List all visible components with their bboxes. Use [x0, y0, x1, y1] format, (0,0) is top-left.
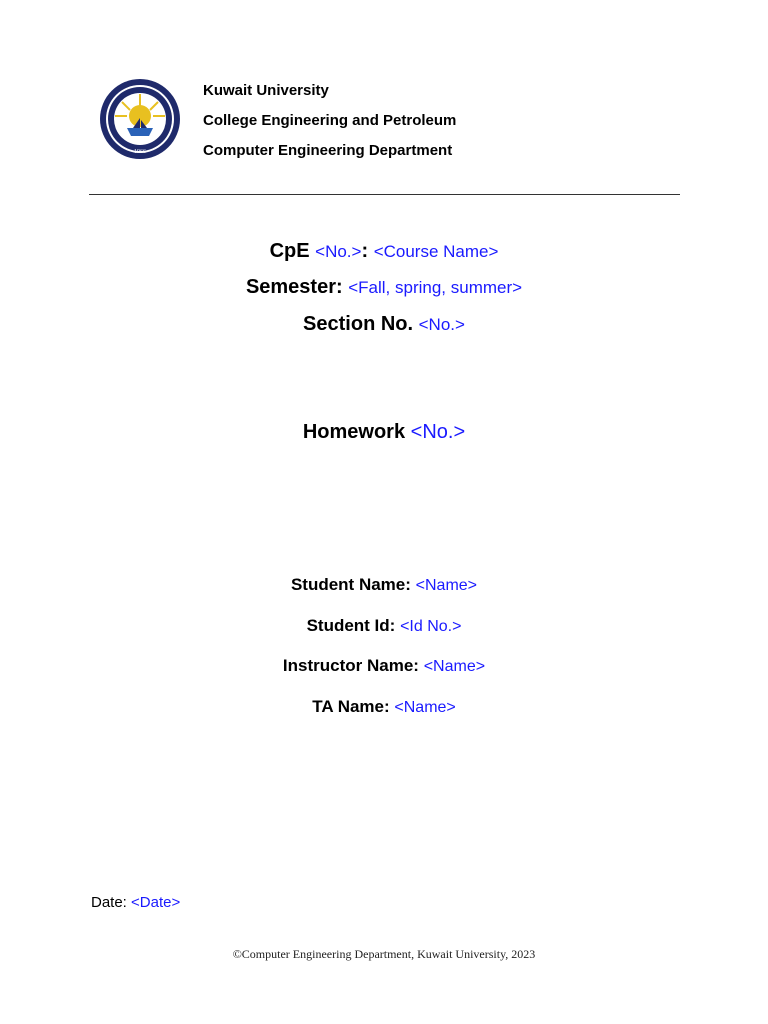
date-value: <Date>: [131, 894, 181, 911]
course-number: <No.>: [315, 242, 362, 261]
homework-value: <No.>: [410, 421, 466, 443]
course-name: <Course Name>: [373, 242, 499, 261]
date-line: [91, 894, 180, 911]
ta-name-label: TA Name:: [312, 697, 390, 716]
student-id-line: [0, 616, 768, 636]
instructor-name-label: Instructor Name:: [282, 656, 419, 675]
semester-value: <Fall, spring, summer>: [348, 278, 523, 297]
college-name: College Engineering and Petroleum: [203, 112, 457, 129]
course-title: [0, 240, 768, 263]
copyright-footer: ©Computer Engineering Department, Kuwait University, 2023: [232, 947, 536, 961]
student-name-value: <Name>: [415, 577, 478, 594]
semester-label: Semester:: [245, 276, 343, 298]
student-id-value: <Id No.>: [400, 618, 462, 635]
student-name-label: Student Name:: [290, 575, 411, 594]
ta-name-value: <Name>: [394, 699, 456, 716]
section-value: <No.>: [418, 315, 465, 334]
logo-year: 1966: [134, 149, 146, 155]
semester-line: [0, 276, 768, 299]
student-id-label: Student Id:: [306, 616, 396, 635]
instructor-name-value: <Name>: [423, 658, 486, 675]
section-label: Section No.: [303, 313, 414, 335]
instructor-name-line: [0, 656, 768, 676]
student-name-line: [0, 575, 768, 595]
date-label: Date:: [91, 894, 127, 911]
institution-header: [203, 76, 456, 166]
header-divider: [89, 194, 680, 195]
course-prefix: CpE: [269, 240, 310, 262]
section-line: [0, 313, 768, 336]
homework-label: Homework: [302, 421, 406, 443]
homework-line: [0, 421, 768, 444]
university-name: Kuwait University: [203, 82, 329, 99]
kuwait-university-logo: [99, 78, 181, 160]
course-colon: :: [361, 240, 369, 262]
department-name: Computer Engineering Department: [203, 142, 453, 159]
ta-name-line: [0, 697, 768, 717]
